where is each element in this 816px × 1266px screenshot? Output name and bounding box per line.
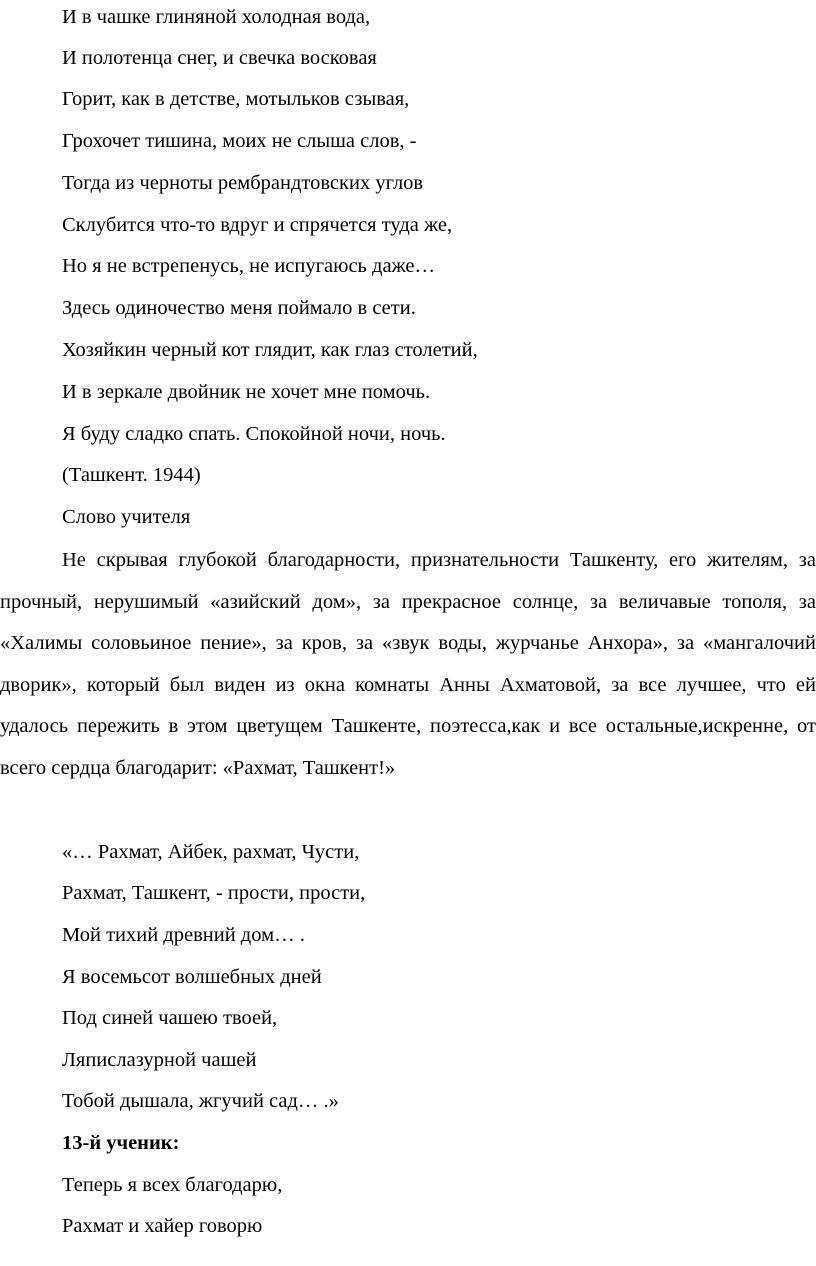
- teacher-paragraph: Не скрывая глубокой благодарности, признательности Ташкенту, его жителям, за прочный, нерушимый «азийский дом», за прекрасное солнце, за величавые тополя, за «Халимы соловьиное пение», за кров, за «звук воды, журчанье Анхора», за «мангалочий дворик», который был виден из окна комнаты Анны Ахматовой, за все лучшее, что ей удалось пережить в этом цветущем Ташкенте, поэтесса,как и все остальные,искренне, от всего сердца благодарит: «Рахмат, Ташкент!»: [0, 549, 816, 779]
- poem-line: Я буду сладко спать. Спокойной ночи, ночь.: [62, 423, 446, 445]
- poem-line: Тогда из черноты рембрандтовских углов: [62, 172, 424, 194]
- student-line: Рахмат и хайер говорю: [62, 1215, 263, 1237]
- teacher-heading: Слово учителя: [62, 506, 191, 528]
- poem-line: Ляпислазурной чашей: [62, 1049, 257, 1071]
- poem-source: (Ташкент. 1944): [62, 464, 201, 486]
- poem-line: И в зеркале двойник не хочет мне помочь.: [62, 381, 431, 403]
- poem-line: Рахмат, Ташкент, - прости, прости,: [62, 882, 366, 904]
- poem-line: И полотенца снег, и свечка восковая: [62, 47, 377, 69]
- poem-line: Горит, как в детстве, мотыльков сзывая,: [62, 88, 410, 110]
- poem-line: Здесь одиночество меня поймало в сети.: [62, 297, 416, 319]
- poem-line: Под синей чашею твоей,: [62, 1007, 278, 1029]
- poem-line: И в чашке глиняной холодная вода,: [62, 6, 371, 28]
- poem-line: Грохочет тишина, моих не слыша слов, -: [62, 130, 417, 152]
- student-line: Теперь я всех благодарю,: [62, 1174, 283, 1196]
- poem-line: Но я не встрепенусь, не испугаюсь даже…: [62, 255, 436, 277]
- poem-line: Тобой дышала, жгучий сад… .»: [62, 1090, 339, 1112]
- poem-line: Склубится что-то вдруг и спрячется туда же,: [62, 214, 453, 236]
- poem-line: Хозяйкин черный кот глядит, как глаз столетий,: [62, 339, 478, 361]
- student-heading: 13-й ученик:: [62, 1132, 180, 1154]
- poem-line: Я восемьсот волшебных дней: [62, 966, 322, 988]
- poem-line: Мой тихий древний дом… .: [62, 924, 305, 946]
- poem-line: «… Рахмат, Айбек, рахмат, Чусти,: [62, 841, 360, 863]
